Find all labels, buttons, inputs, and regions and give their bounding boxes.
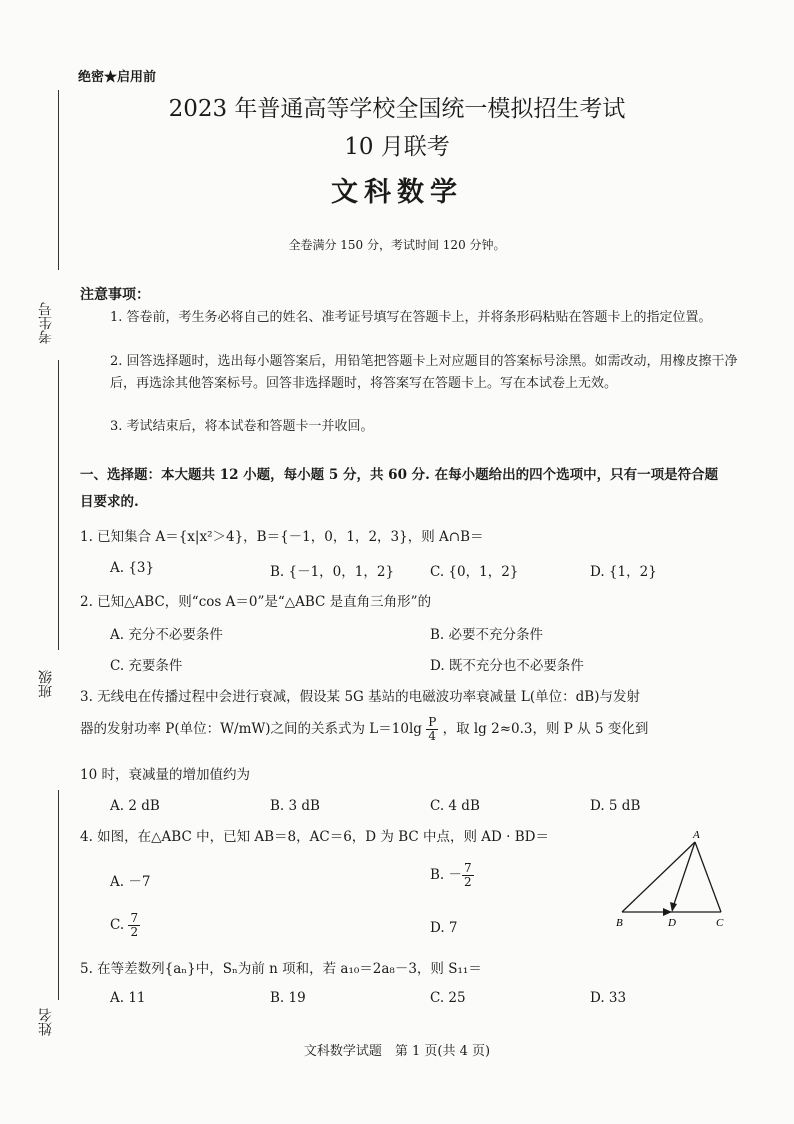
question-3-stem-line1: 3. 无线电在传播过程中会进行衰减，假设某 5G 基站的电磁波功率衰减量 L(单位：dB)与发射 — [80, 689, 640, 705]
q5-option-c: C. 25 — [430, 990, 466, 1006]
binding-line-bottom — [58, 790, 59, 1000]
class-label: 班级 — [38, 670, 54, 698]
q3-fraction — [426, 716, 438, 743]
question-4-stem: 4. 如图，在△ABC 中，已知 AB＝8，AC＝6，D 为 BC 中点，则 AD · BD＝ — [80, 829, 549, 845]
q4-option-b-denominator: 2 — [464, 875, 472, 889]
side-ac — [695, 842, 721, 912]
q2-option-c: C. 充要条件 — [110, 658, 183, 674]
side-ab — [622, 842, 695, 912]
binding-line-top — [58, 90, 59, 270]
q4-option-c-denominator: 2 — [130, 925, 139, 939]
question-3-stem-line2 — [80, 716, 730, 743]
q4-option-c-numerator: 7 — [130, 911, 139, 925]
q1-option-a: A. {3} — [110, 560, 155, 576]
q3-option-c: C. 4 dB — [430, 798, 480, 814]
q4-option-b-fraction — [462, 862, 474, 889]
label-a: A — [693, 829, 700, 841]
label-c: C — [716, 917, 724, 929]
label-b: B — [616, 917, 623, 929]
q4-option-b — [430, 862, 474, 889]
notes-title: 注意事项： — [80, 287, 150, 303]
q3-option-b: B. 3 dB — [270, 798, 320, 814]
vector-ad-arrowhead — [670, 902, 677, 912]
q3-option-a: A. 2 dB — [110, 798, 160, 814]
note-item: 2. 回答选择题时，选出每小题答案后，用铅笔把答题卡上对应题目的答案标号涂黑。如需改动，用橡皮擦干净后，再选涂其他答案标号。回答非选择题时，将答案写在答题卡上。写在本试卷上无效。 — [110, 354, 738, 391]
q4-option-a: A. －7 — [110, 874, 151, 890]
name-label: 姓名 — [38, 1008, 54, 1036]
q1-option-d: D. {1，2} — [590, 564, 657, 580]
q3-option-d: D. 5 dB — [590, 798, 641, 814]
question-2-stem: 2. 已知△ABC，则“cos A＝0”是“△ABC 是直角三角形”的 — [80, 594, 432, 610]
secret-label: 绝密★启用前 — [78, 70, 157, 85]
q3-fraction-denominator: 4 — [428, 729, 437, 743]
q2-option-d: D. 既不充分也不必要条件 — [430, 658, 584, 674]
q4-option-c-fraction — [128, 912, 140, 939]
q5-option-d: D. 33 — [590, 990, 627, 1006]
q4-option-c-prefix: C. — [110, 917, 129, 933]
q3-stem-text-a: 器的发射功率 P(单位：W/mW)之间的关系式为 L＝10lg — [80, 721, 422, 737]
exam-title: 2023 年普通高等学校全国统一模拟招生考试 — [168, 96, 626, 122]
q4-option-c — [110, 912, 140, 939]
label-d: D — [668, 917, 676, 929]
subject-title: 文科数学 — [331, 177, 463, 208]
section-heading: 一、选择题：本大题共 12 小题，每小题 5 分，共 60 分. 在每小题给出的四个选项中，只有一项是符合题目要求的. — [80, 467, 719, 510]
q4-option-b-numerator: 7 — [464, 861, 472, 875]
q3-stem-text-b: ，取 lg 2≈0.3，则 P 从 5 变化到 — [442, 721, 649, 737]
q2-option-b: B. 必要不充分条件 — [430, 627, 544, 643]
q3-fraction-numerator: P — [428, 715, 437, 729]
q1-option-c: C. {0，1，2} — [430, 564, 519, 580]
question-3-stem-line3: 10 时，衰减量的增加值约为 — [80, 767, 250, 783]
q1-option-b: B. {－1，0，1，2} — [270, 564, 395, 580]
question-1-stem: 1. 已知集合 A＝{x|x²＞4}，B＝{－1，0，1，2，3}，则 A∩B＝ — [80, 529, 484, 545]
q4-option-d: D. 7 — [430, 920, 458, 936]
page-footer: 文科数学试题 第 1 页(共 4 页) — [303, 1044, 491, 1059]
exam-no-label: 考生号 — [38, 302, 54, 344]
full-mark-note: 全卷满分 150 分，考试时间 120 分钟。 — [288, 238, 506, 252]
vector-bd-arrowhead — [663, 908, 672, 916]
triangle-figure — [610, 826, 740, 930]
q2-option-a: A. 充分不必要条件 — [110, 627, 223, 643]
note-item: 1. 答卷前，考生务必将自己的姓名、准考证号填写在答题卡上，并将条形码粘贴在答题卡上的指定位置。 — [110, 310, 712, 325]
exam-subtitle: 10 月联考 — [344, 134, 450, 160]
q5-option-a: A. 11 — [110, 990, 146, 1006]
q5-option-b: B. 19 — [270, 990, 306, 1006]
binding-line-mid — [58, 360, 59, 650]
q4-option-b-prefix: B. － — [430, 867, 463, 883]
note-item: 3. 考试结束后，将本试卷和答题卡一并收回。 — [110, 419, 374, 434]
question-5-stem: 5. 在等差数列{aₙ}中，Sₙ为前 n 项和，若 a₁₀＝2a₈－3，则 S₁₁＝ — [80, 961, 482, 977]
